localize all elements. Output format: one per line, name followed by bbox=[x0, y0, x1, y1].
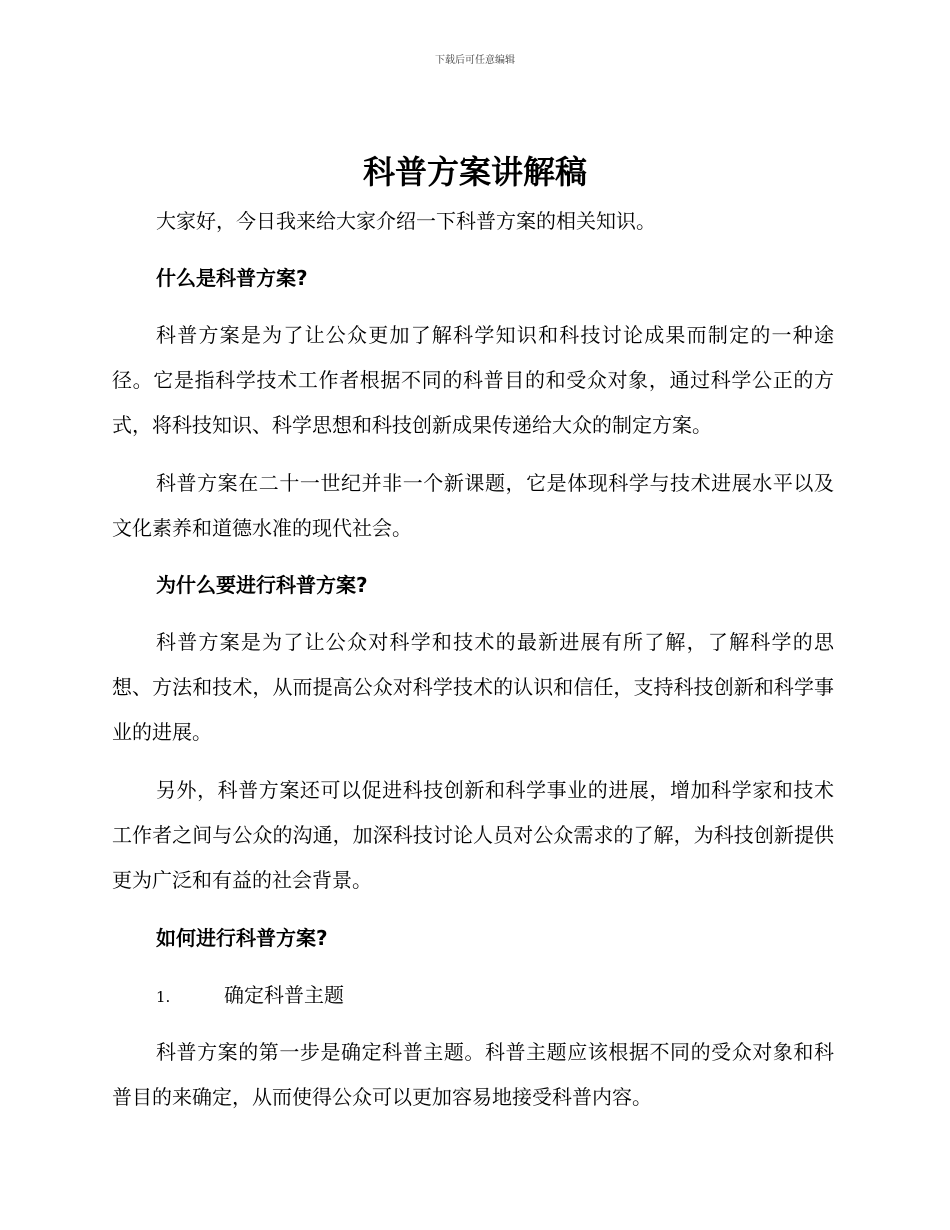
document-title: 科普方案讲解稿 bbox=[362, 153, 587, 191]
intro-paragraph: 大家好，今日我来给大家介绍一下科普方案的相关知识。 bbox=[156, 209, 656, 233]
body-paragraph: 科普方案的第一步是确定科普主题。科普主题应该根据不同的受众对象和科普目的来确定，从而使得公众可以更加容易地接受科普内容。 bbox=[112, 1040, 834, 1109]
section-heading: 为什么要进行科普方案? bbox=[156, 573, 368, 597]
section-heading: 什么是科普方案? bbox=[156, 266, 308, 290]
body-paragraph: 科普方案在二十一世纪并非一个新课题，它是体现科学与技术进展水平以及文化素养和道德水准的现代社会。 bbox=[112, 471, 834, 540]
list-item-number: 1. bbox=[156, 988, 171, 1006]
section-heading: 如何进行科普方案? bbox=[156, 926, 328, 950]
list-item bbox=[156, 973, 344, 1020]
list-item-label: 确定科普主题 bbox=[224, 983, 344, 1007]
page-header-note: 下载后可任意编辑 bbox=[435, 55, 515, 66]
body-paragraph: 科普方案是为了让公众更加了解科学知识和科技讨论成果而制定的一种途径。它是指科学技术工作者根据不同的科普目的和受众对象，通过科学公正的方式，将科技知识、科学思想和科技创新成果传递给大众的制定方案。 bbox=[112, 323, 834, 437]
body-paragraph: 另外，科普方案还可以促进科技创新和科学事业的进展，增加科学家和技术工作者之间与公众的沟通，加深科技讨论人员对公众需求的了解，为科技创新提供更为广泛和有益的社会背景。 bbox=[112, 778, 834, 892]
body-paragraph: 科普方案是为了让公众对科学和技术的最新进展有所了解，了解科学的思想、方法和技术，从而提高公众对科学技术的认识和信任，支持科技创新和科学事业的进展。 bbox=[112, 630, 834, 744]
